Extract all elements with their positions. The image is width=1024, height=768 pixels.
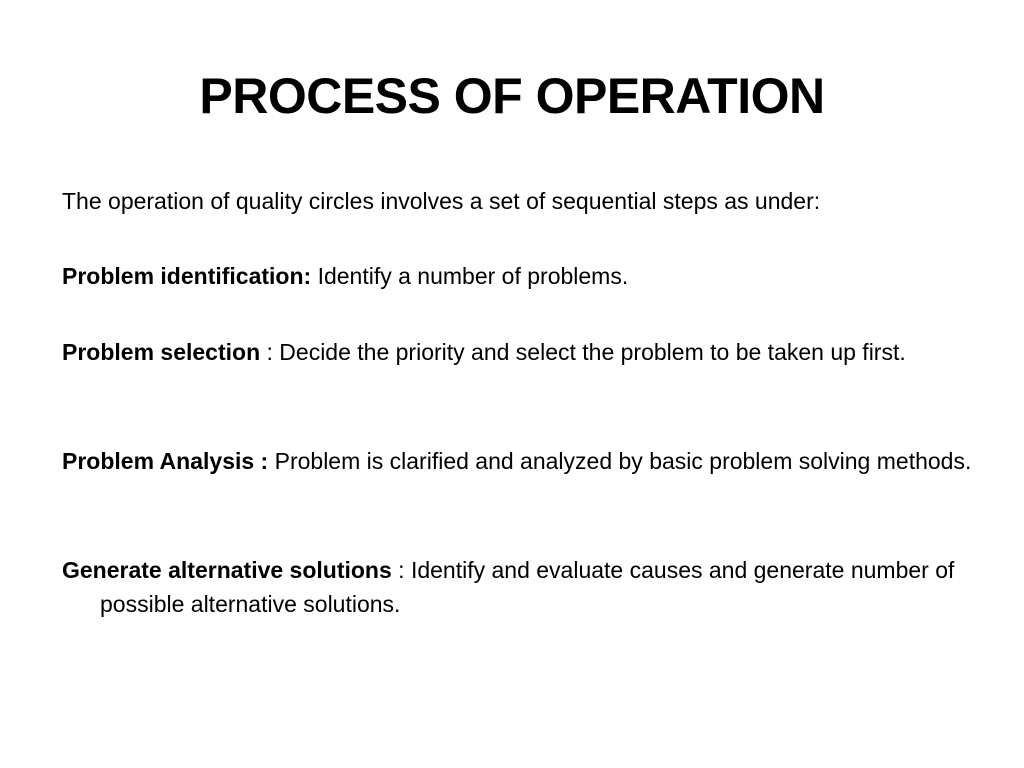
step-generate-alternative-solutions: [62, 553, 1000, 621]
step-problem-identification: [62, 259, 1000, 293]
slide-title: PROCESS OF OPERATION: [199, 68, 825, 124]
step-description: : Decide the priority and select the problem to be taken up first.: [260, 339, 906, 365]
step-problem-selection: [62, 335, 1000, 369]
step-description: Identify a number of problems.: [311, 263, 629, 289]
intro-paragraph: The operation of quality circles involves a set of sequential steps as under:: [62, 188, 821, 214]
step-term: Problem Analysis :: [62, 448, 269, 474]
step-term: Problem identification:: [62, 263, 312, 289]
step-description: : Identify and evaluate causes and generate number of possible alternative solutions.: [100, 557, 955, 617]
step-description: Problem is clarified and analyzed by basic problem solving methods.: [268, 448, 972, 474]
step-term: Generate alternative solutions: [62, 557, 392, 583]
step-term: Problem selection: [62, 339, 261, 365]
step-problem-analysis: [62, 444, 1000, 478]
